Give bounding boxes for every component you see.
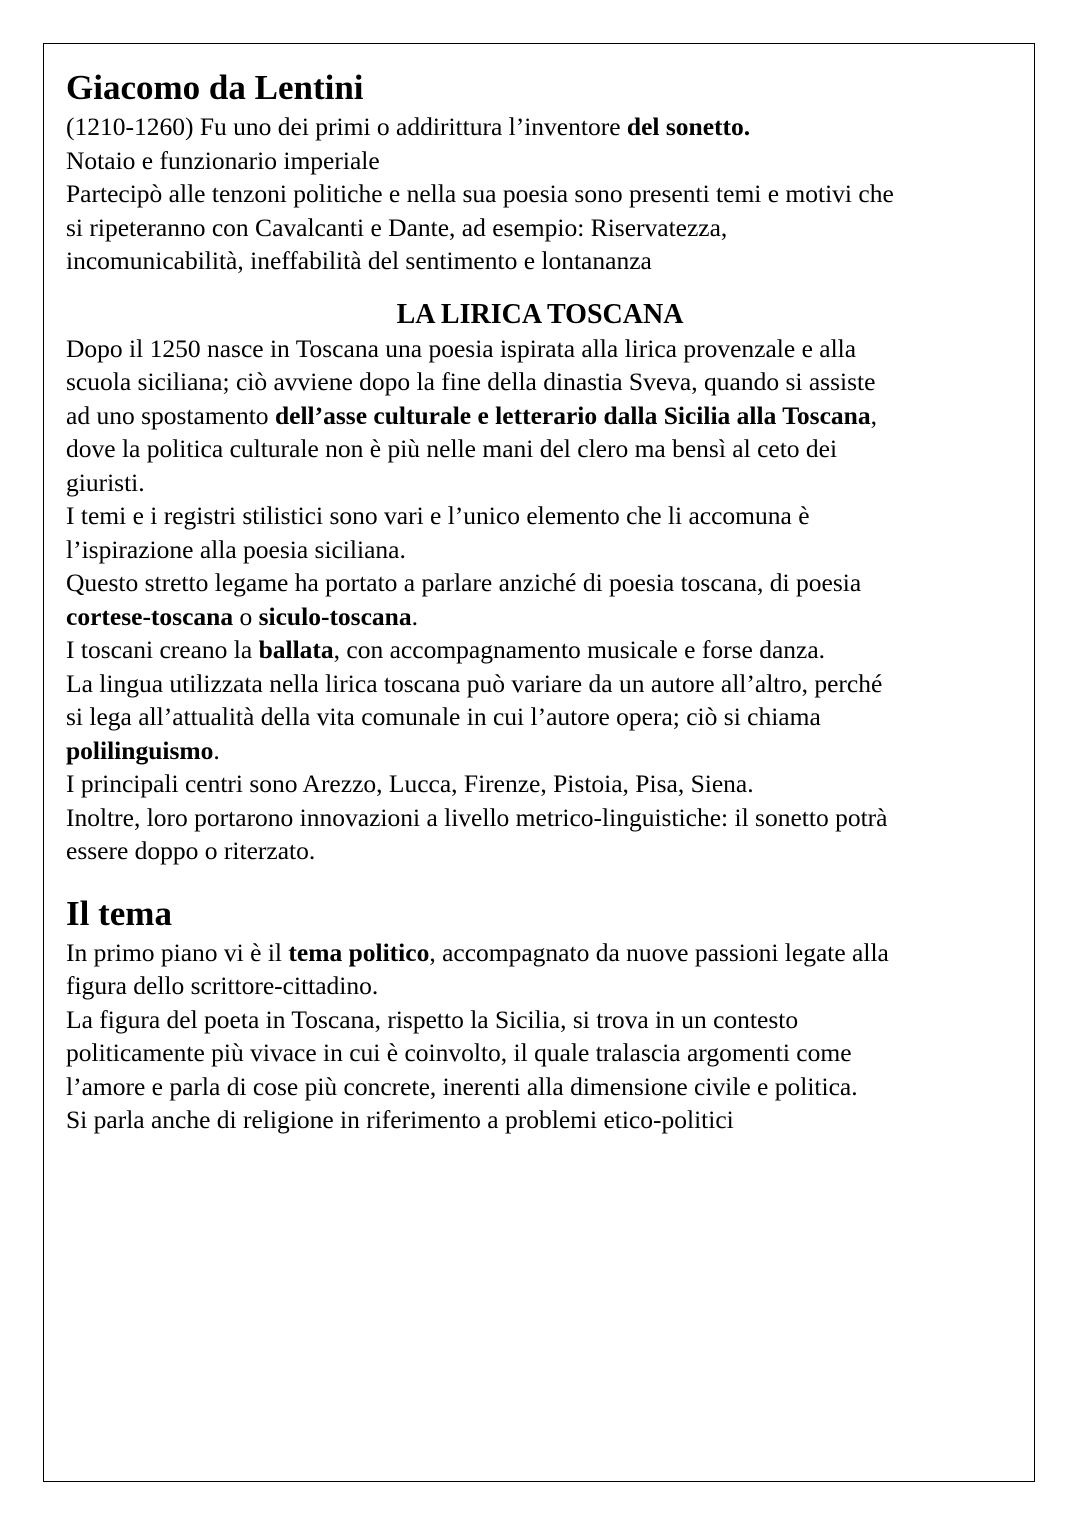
paragraph-line: Questo stretto legame ha portato a parlare anziché di poesia toscana, di poesia xyxy=(66,568,862,597)
paragraph-line: I toscani creano la ballata, con accompagnamento musicale e forse danza. xyxy=(66,635,826,664)
section-lirica-toscana xyxy=(66,298,1016,868)
paragraph-line: politicamente più vivace in cui è coinvolto, il quale tralascia argomenti come xyxy=(66,1038,852,1067)
paragraph-line: In primo piano vi è il tema politico, accompagnato da nuove passioni legate alla xyxy=(66,937,889,967)
paragraph-line: si ripeteranno con Cavalcanti e Dante, ad esempio: Riservatezza, xyxy=(66,212,728,242)
paragraph-line: cortese-toscana o siculo-toscana. xyxy=(66,601,418,631)
paragraph-line: ad uno spostamento dell’asse culturale e letterario dalla Sicilia alla Toscana, xyxy=(66,400,877,430)
section-giacomo-da-lentini xyxy=(66,66,1016,278)
bold-text: del sonetto. xyxy=(626,112,751,141)
heading-giacomo-da-lentini: Giacomo da Lentini xyxy=(66,68,364,107)
section-il-tema xyxy=(66,892,1016,1137)
paragraph-line: Si parla anche di religione in riferimento a problemi etico-politici xyxy=(66,1105,734,1134)
paragraph-line: Inoltre, loro portarono innovazioni a livello metrico-linguistiche: il sonetto potrà xyxy=(66,802,888,832)
paragraph-line: Partecipò alle tenzoni politiche e nella sua poesia sono presenti temi e motivi che xyxy=(66,179,894,208)
paragraph-line: l’amore e parla di cose più concrete, inerenti alla dimensione civile e politica. xyxy=(66,1071,858,1101)
heading-il-tema: Il tema xyxy=(66,893,172,933)
paragraph-line: l’ispirazione alla poesia siciliana. xyxy=(66,534,406,564)
paragraph-line: La lingua utilizzata nella lirica toscana può variare da un autore all’altro, perché xyxy=(66,668,883,698)
bold-text: siculo-toscana xyxy=(258,601,412,631)
paragraph-line: Dopo il 1250 nasce in Toscana una poesia ispirata alla lirica provenzale e alla xyxy=(66,333,857,363)
bold-text: ballata xyxy=(258,635,334,664)
paragraph-line: scuola siciliana; ciò avviene dopo la fine della dinastia Sveva, quando si assiste xyxy=(66,367,876,396)
paragraph-line: si lega all’attualità della vita comunale in cui l’autore opera; ciò si chiama xyxy=(66,702,821,731)
bold-text: polilinguismo xyxy=(66,735,214,765)
document-content xyxy=(66,66,1016,1137)
paragraph-line: giuristi. xyxy=(66,467,145,497)
paragraph-line: incomunicabilità, ineffabilità del sentimento e lontananza xyxy=(66,246,652,275)
paragraph-line: dove la politica culturale non è più nelle mani del clero ma bensì al ceto dei xyxy=(66,434,838,463)
bold-text: tema politico xyxy=(288,937,430,967)
bold-text: cortese-toscana xyxy=(66,601,234,631)
paragraph-line: Notaio e funzionario imperiale xyxy=(66,145,380,175)
paragraph-line: figura dello scrittore-cittadino. xyxy=(66,971,379,1000)
paragraph-line: (1210-1260) Fu uno dei primi o addirittura l’inventore del sonetto. xyxy=(66,112,751,141)
paragraph-line: I principali centri sono Arezzo, Lucca, Firenze, Pistoia, Pisa, Siena. xyxy=(66,769,754,798)
paragraph-line: polilinguismo. xyxy=(66,735,220,765)
paragraph-line: La figura del poeta in Toscana, rispetto la Sicilia, si trova in un contesto xyxy=(66,1004,799,1034)
bold-text: dell’asse culturale e letterario dalla Sicilia alla Toscana xyxy=(274,400,871,430)
heading-lirica-toscana: LA LIRICA TOSCANA xyxy=(396,298,684,330)
paragraph-line: I temi e i registri stilistici sono vari e l’unico elemento che li accomuna è xyxy=(66,501,810,530)
paragraph-line: essere doppo o riterzato. xyxy=(66,836,316,865)
